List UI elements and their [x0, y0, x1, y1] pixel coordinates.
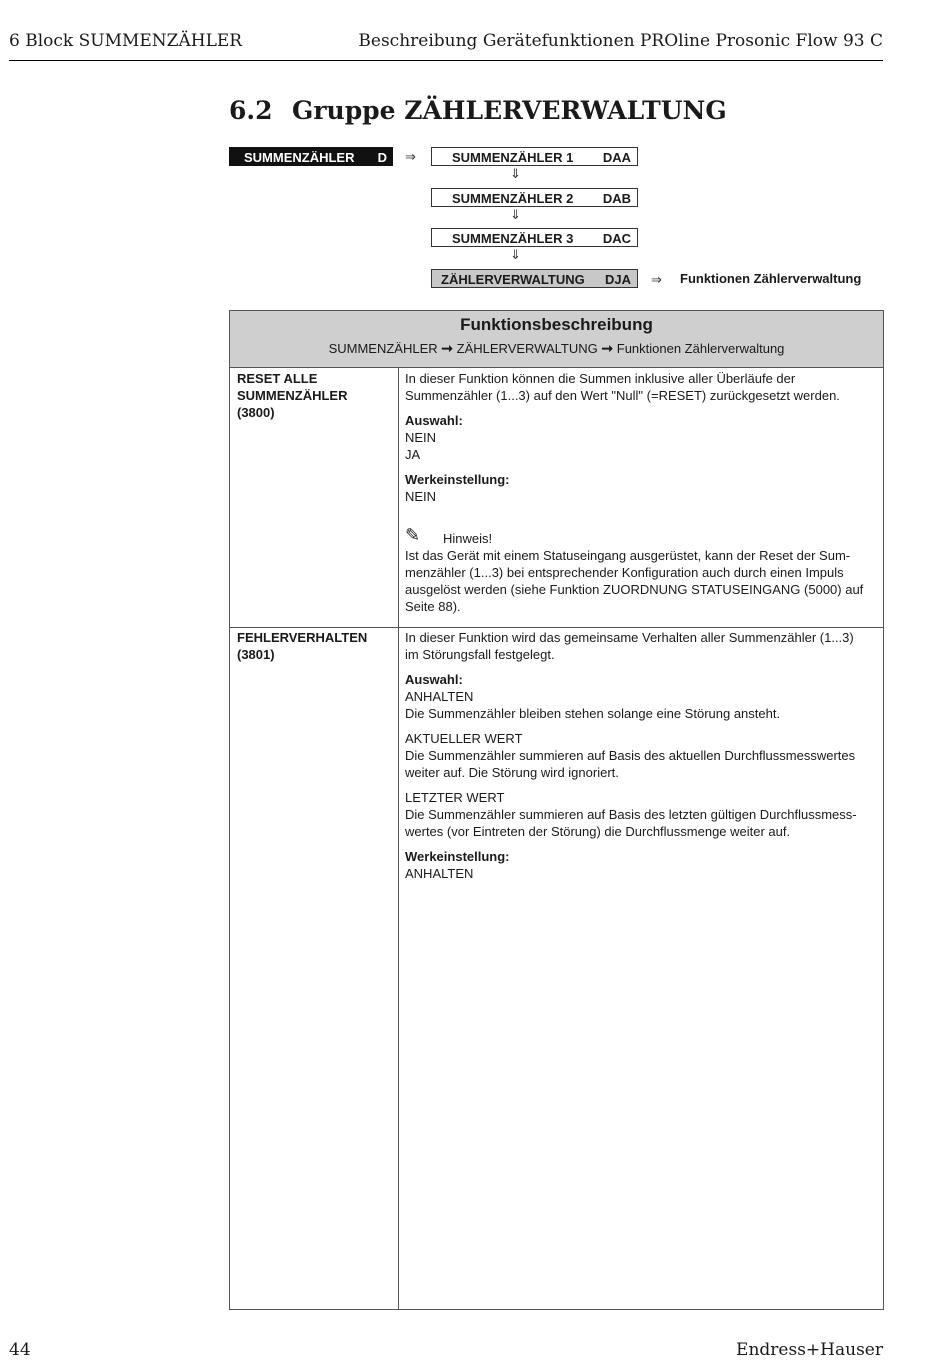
option-desc: wertes (vor Eintreten der Störung) die Durchflussmenge weiter auf. [405, 824, 791, 839]
nav-down-arrow: ⇓ [510, 166, 521, 181]
intro-line: im Störungsfall festgelegt. [405, 647, 555, 662]
nav-group-box-1 [431, 147, 638, 166]
section-title: Gruppe ZÄHLERVERWALTUNG [292, 96, 727, 125]
path-item: Funktionen Zählerverwaltung [616, 341, 785, 356]
header-rule [9, 60, 883, 61]
nav-group-label: SUMMENZÄHLER 2 [452, 191, 574, 206]
brand-logo-text: Endress+Hauser [736, 1340, 883, 1360]
note-line: menzähler (1...3) bei entsprechender Konfiguration auch durch einen Impuls [405, 565, 844, 580]
function-description-3800 [405, 370, 880, 615]
function-name-3801: FEHLERVERHALTEN (3801) [237, 630, 368, 662]
auswahl-label: Auswahl: [405, 672, 463, 687]
function-description-3801 [405, 629, 880, 882]
path-item: SUMMENZÄHLER [328, 341, 438, 356]
nav-right-arrow: ⇒ [651, 272, 662, 287]
nav-group-code: DAA [602, 150, 631, 165]
note-line: Seite 88). [405, 599, 461, 614]
nav-block-label: SUMMENZÄHLER [244, 150, 355, 165]
intro-line: In dieser Funktion wird das gemeinsame Verhalten aller Summenzähler (1...3) [405, 630, 854, 645]
note-line: ausgelöst werden (siehe Funktion ZUORDNUNG STATUSEINGANG (5000) auf [405, 582, 864, 597]
function-table [229, 310, 884, 1310]
nav-group-code: DAB [602, 191, 631, 206]
table-title: Funktionsbeschreibung [460, 315, 653, 334]
nav-right-arrow: ⇒ [405, 149, 416, 164]
page-number: 44 [9, 1340, 31, 1360]
column-divider [398, 367, 399, 1309]
table-path [230, 340, 883, 357]
path-arrow-icon: ➞ [441, 340, 454, 356]
intro-line: Summenzähler (1...3) auf den Wert "Null" (=RESET) zurückgesetzt werden. [405, 388, 840, 403]
auswahl-label: Auswahl: [405, 413, 463, 428]
note-heading [405, 525, 880, 547]
option-desc: Die Summenzähler summieren auf Basis des aktuellen Durchflussmesswertes [405, 748, 856, 763]
path-arrow-icon: ➞ [601, 340, 614, 356]
section-number: 6.2 [229, 96, 273, 125]
row-divider [230, 627, 883, 628]
nav-functions-label: Funktionen Zählerverwaltung [680, 271, 862, 286]
nav-group-label: ZÄHLERVERWALTUNG [441, 272, 585, 287]
option-name: AKTUELLER WERT [405, 731, 523, 746]
running-header-right: Beschreibung Gerätefunktionen PROline Prosonic Flow 93 C [358, 31, 883, 51]
option-name: LETZTER WERT [405, 790, 505, 805]
note-label: Hinweis! [443, 531, 493, 546]
werkeinstellung-value: ANHALTEN [405, 866, 474, 881]
option-name: ANHALTEN [405, 689, 474, 704]
nav-group-box-3 [431, 228, 638, 247]
nav-group-code: DJA [604, 272, 631, 287]
werkeinstellung-label: Werkeinstellung: [405, 472, 510, 487]
nav-block-box [229, 147, 393, 166]
nav-block-code: D [377, 150, 387, 165]
intro-line: In dieser Funktion können die Summen inklusive aller Überläufe der [405, 371, 796, 386]
option-desc: Die Summenzähler summieren auf Basis des letzten gültigen Durchflussmess- [405, 807, 857, 822]
option-item: JA [405, 447, 421, 462]
werkeinstellung-value: NEIN [405, 489, 437, 504]
option-desc: Die Summenzähler bleiben stehen solange eine Störung ansteht. [405, 706, 781, 721]
option-desc: weiter auf. Die Störung wird ignoriert. [405, 765, 619, 780]
nav-group-label: SUMMENZÄHLER 1 [452, 150, 574, 165]
werkeinstellung-label: Werkeinstellung: [405, 849, 510, 864]
running-header-left: 6 Block SUMMENZÄHLER [9, 31, 243, 51]
note-line: Ist das Gerät mit einem Statuseingang ausgerüstet, kann der Reset der Sum- [405, 548, 851, 563]
table-header [230, 311, 883, 368]
nav-group-label: SUMMENZÄHLER 3 [452, 231, 574, 246]
path-item: ZÄHLERVERWALTUNG [456, 341, 598, 356]
pencil-icon: ✎ [405, 525, 421, 545]
nav-down-arrow: ⇓ [510, 207, 521, 222]
nav-group-code: DAC [602, 231, 631, 246]
function-name-3800: RESET ALLE SUMMENZÄHLER (3800) [237, 371, 348, 420]
nav-group-box-current [431, 269, 638, 288]
nav-down-arrow: ⇓ [510, 247, 521, 262]
option-item: NEIN [405, 430, 437, 445]
nav-group-box-2 [431, 188, 638, 207]
